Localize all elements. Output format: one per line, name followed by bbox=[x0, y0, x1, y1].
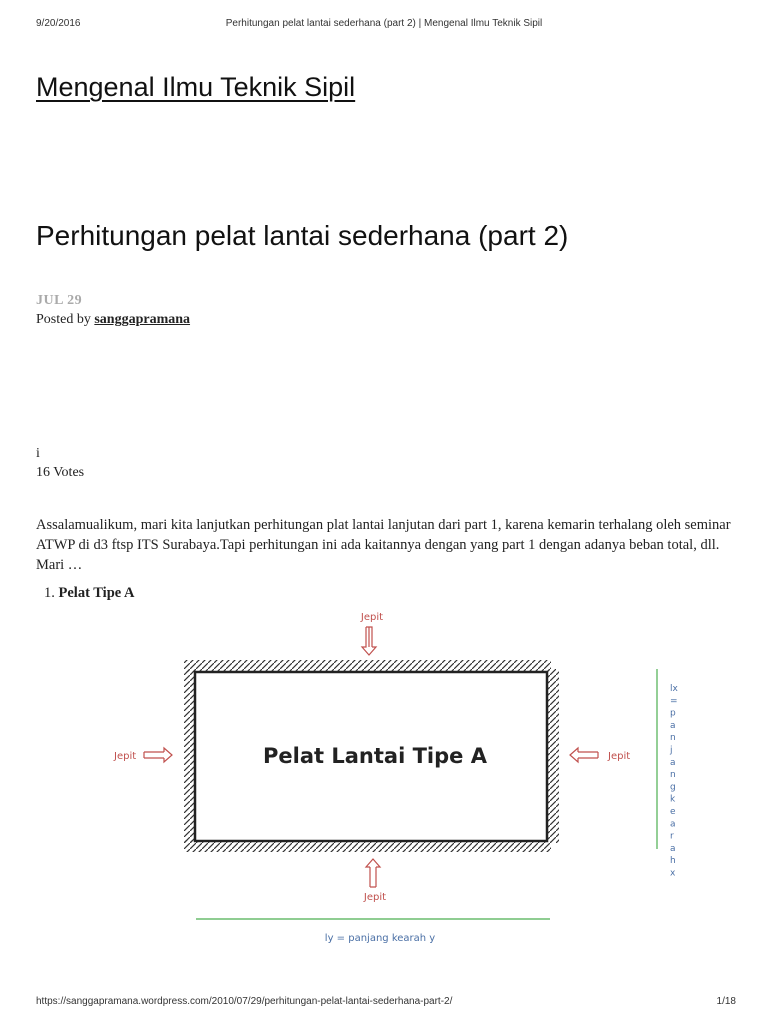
lx-label-char: a bbox=[670, 843, 676, 854]
lx-label-char: k bbox=[670, 794, 676, 805]
list-item-label: Pelat Tipe A bbox=[58, 585, 135, 601]
support-label-bottom: Jepit bbox=[363, 892, 387, 903]
ly-label: ly = panjang kearah y bbox=[324, 933, 436, 944]
print-page-number: 1/18 bbox=[716, 996, 736, 1007]
support-hatch-right bbox=[547, 669, 559, 843]
support-label-left: Jepit bbox=[114, 751, 137, 762]
votes-count: 16 Votes bbox=[36, 465, 85, 480]
print-url: https://sanggapramana.wordpress.com/2010/07/29/perhitungan-pelat-lantai-sederhana-part-2/ bbox=[36, 996, 453, 1007]
site-title-link[interactable]: Mengenal Ilmu Teknik Sipil bbox=[36, 72, 356, 102]
lx-label-char: a bbox=[670, 720, 676, 731]
list-item bbox=[44, 585, 135, 602]
author-link[interactable]: sanggapramana bbox=[94, 312, 191, 327]
post-paragraph: Assalamualikum, mari kita lanjutkan perhitungan plat lantai lanjutan dari part 1, karena kemarin terhalang oleh seminar ATWP di d3 ftsp ITS Surabaya.Tapi perhitungan ini ada kaitannya dengan yang part 1 dengan adanya beban total, dll. Mari … bbox=[36, 517, 731, 573]
slab-diagram bbox=[100, 603, 700, 963]
support-label-right: Jepit bbox=[608, 751, 631, 762]
lx-label-char: n bbox=[670, 733, 676, 744]
lx-label-char: e bbox=[670, 807, 676, 817]
print-date: 9/20/2016 bbox=[36, 18, 81, 29]
rating-icon[interactable]: i bbox=[36, 446, 40, 461]
support-hatch-top bbox=[184, 660, 551, 672]
lx-label-char: p bbox=[670, 708, 676, 719]
lx-label-char: n bbox=[670, 770, 676, 781]
lx-label-char: h bbox=[670, 856, 676, 867]
lx-label-char: j bbox=[670, 745, 673, 756]
post-title: Perhitungan pelat lantai sederhana (part 2) bbox=[36, 220, 569, 251]
slab-label: Pelat Lantai Tipe A bbox=[263, 744, 487, 768]
lx-label-char: = bbox=[670, 696, 678, 707]
post-date: JUL 29 bbox=[36, 293, 83, 308]
lx-label-char: a bbox=[670, 819, 676, 830]
lx-label-char: a bbox=[670, 757, 676, 768]
print-title: Perhitungan pelat lantai sederhana (part 2) | Mengenal Ilmu Teknik Sipil bbox=[225, 18, 543, 29]
posted-by-label: Posted by bbox=[36, 312, 91, 327]
support-label-top: Jepit bbox=[360, 612, 384, 623]
lx-label-char: g bbox=[670, 782, 676, 793]
lx-label-char: x bbox=[670, 868, 676, 879]
lx-label-char: r bbox=[670, 831, 674, 842]
post-byline bbox=[36, 312, 190, 328]
lx-label-char: lx bbox=[670, 684, 678, 694]
list-number: 1. bbox=[44, 585, 55, 601]
